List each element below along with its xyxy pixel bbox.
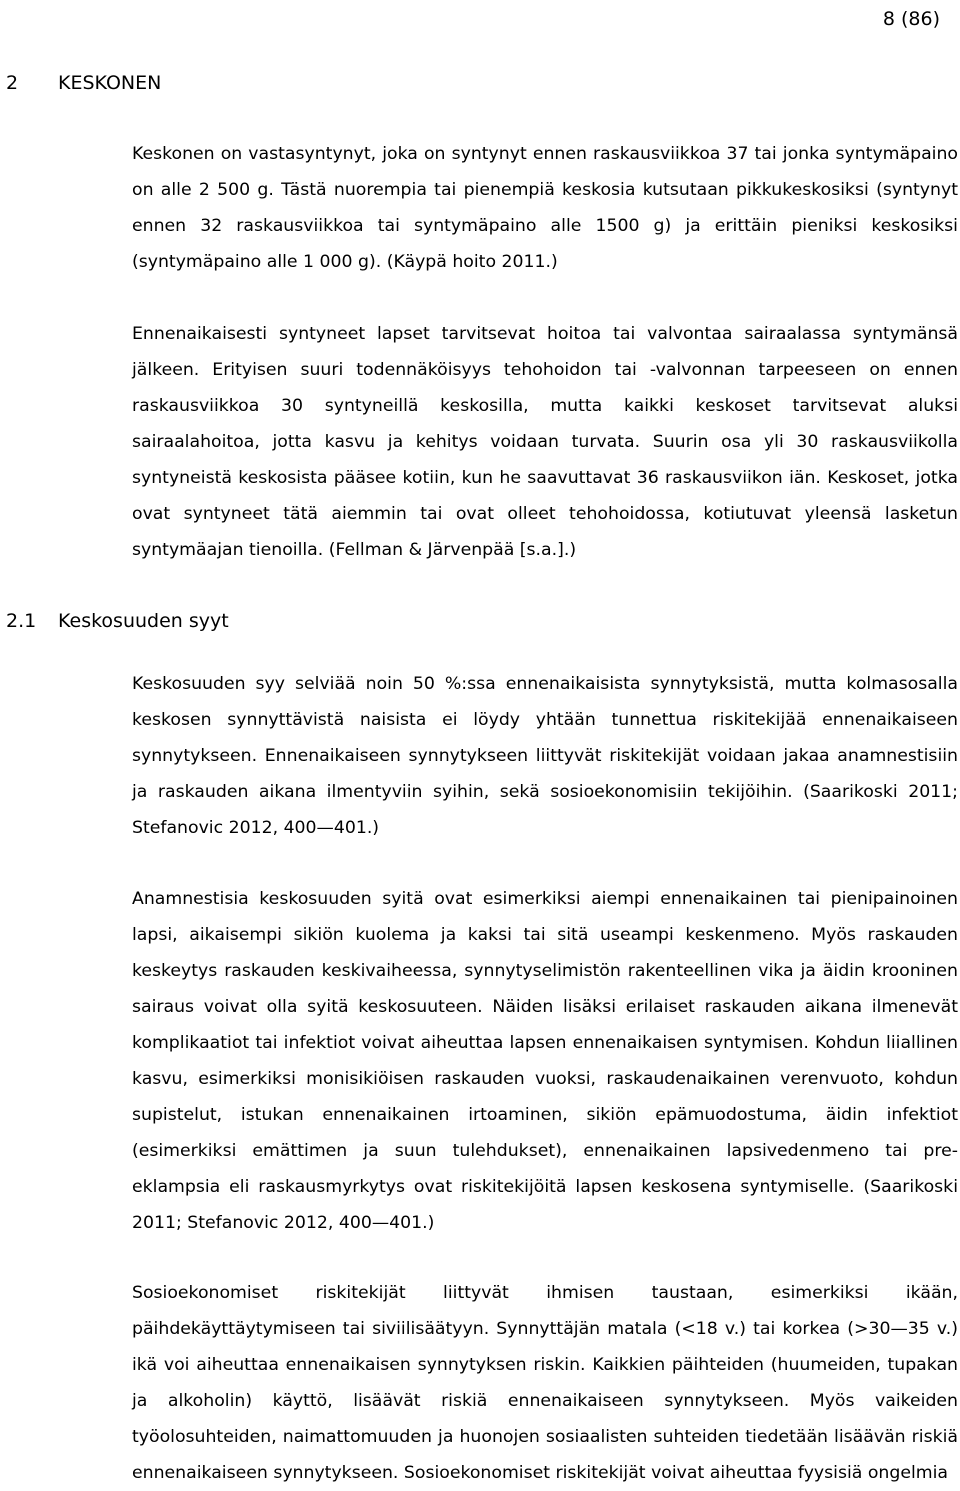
paragraph-causes-overview: Keskosuuden syy selviää noin 50 %:ssa ennenaikaisista synnytyksistä, mutta kolmasosalla keskosen synnyttävistä naisista ei löydy yhtään tunnettua riskitekijää ennenaikaiseen synnytykseen. Ennenaikaiseen synnytykseen liittyvät riskitekijät voidaan jakaa anamnestisiin ja raskauden aikana ilmentyviin syihin, sekä sosioekonomisiin tekijöihin. (Saarikoski 2011; Stefanovic 2012, 400—401.) [132,674,958,838]
paragraph-socioeconomic-factors: Sosioekonomiset riskitekijät liittyvät ihmisen taustaan, esimerkiksi ikään, päihdekäyttäytymiseen tai siviilisäätyyn. Synnyttäjän matala (<18 v.) tai korkea (>30—35 v.) ikä voi aiheuttaa ennenaikaisen synnytyksen riskin. Kaikkien päihteiden (huumeiden, tupakan ja alkoholin) käyttö, lisäävät riskiä ennenaikaiseen synnytykseen. Myös vaikeiden työolosuhteiden, naimattomuuden ja huonojen sosiaalisten suhteiden tiedetään lisäävän riskiä ennenaikaiseen synnytykseen. Sosioekonomiset riskitekijät voivat aiheuttaa fyysisiä ongelmia [132,1283,958,1483]
section-title: Keskosuuden syyt [58,610,229,632]
section-heading-keskonen [6,68,161,98]
paragraph-anamnestic-causes: Anamnestisia keskosuuden syitä ovat esimerkiksi aiempi ennenaikainen tai pienipainoinen lapsi, aikaisempi sikiön kuolema ja kaksi tai sitä useampi keskenmeno. Myös raskauden keskeytys raskauden keskivaiheessa, synnytyselimistön rakenteellinen vika ja äidin krooninen sairaus voivat olla syitä keskosuuteen. Näiden lisäksi erilaiset raskauden aikana ilmenevät komplikaatiot tai infektiot voivat aiheuttaa lapsen ennenaikaisen syntymisen. Kohdun liiallinen kasvu, esimerkiksi monisikiöisen raskauden vuoksi, raskaudenaikainen verenvuoto, kohdun supistelut, istukan ennenaikainen irtoaminen, sikiön epämuodostuma, äidin infektiot (esimerkiksi emättimen ja suun tulehdukset), ennenaikainen lapsivedenmeno tai pre-eklampsia eli raskausmyrkytys ovat riskitekijöitä lapsen keskosena syntymiselle. (Saarikoski 2011; Stefanovic 2012, 400—401.) [132,889,958,1233]
paragraph-hospital-care: Ennenaikaisesti syntyneet lapset tarvitsevat hoitoa tai valvontaa sairaalassa syntymänsä jälkeen. Erityisen suuri todennäköisyys tehohoidon tai -valvonnan tarpeeseen on ennen raskausviikkoa 30 syntyneillä keskosilla, mutta kaikki keskoset tarvitsevat aluksi sairaalahoitoa, jotta kasvu ja kehitys voidaan turvata. Suurin osa yli 30 raskausviikolla syntyneistä keskosista pääsee kotiin, kun he saavuttavat 36 raskausviikon iän. Keskoset, jotka ovat syntyneet tätä aiemmin tai ovat olleet tehohoidossa, kotiutuvat yleensä lasketun syntymäajan tienoilla. (Fellman & Järvenpää [s.a.].) [132,324,958,560]
section-title: KESKONEN [58,72,162,94]
paragraph-definition: Keskonen on vastasyntynyt, joka on syntynyt ennen raskausviikkoa 37 tai jonka syntymäpaino on alle 2 500 g. Tästä nuorempia tai pienempiä keskosia kutsutaan pikkukeskosiksi (syntynyt ennen 32 raskausviikkoa tai syntymäpaino alle 1500 g) ja erittäin pieniksi keskosiksi (syntymäpaino alle 1 000 g). (Käypä hoito 2011.) [132,144,958,272]
section-number: 2 [6,72,19,94]
page-number: 8 (86) [882,8,940,30]
section-number: 2.1 [6,610,37,632]
section-heading-keskosuuden-syyt [6,606,229,636]
